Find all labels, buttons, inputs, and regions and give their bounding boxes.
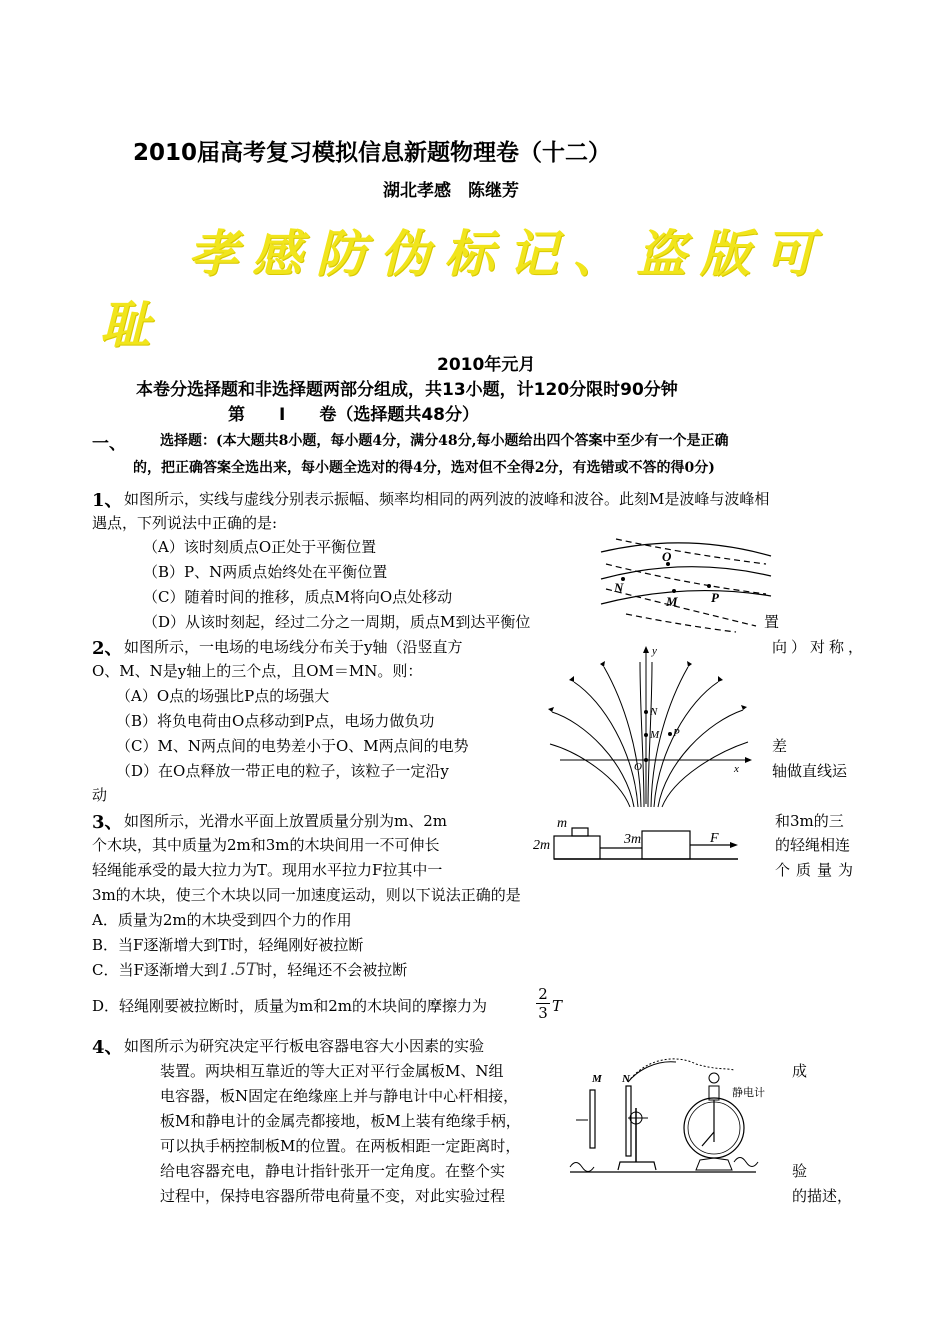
wave-label-m: M [666,594,678,609]
block-label-2m: 2m [533,838,551,853]
question-4-stem-6: 给电容器充电，静电计指针张开一定角度。在整个实 [160,1162,506,1180]
question-3-stem-2-end: 的轻绳相连 [775,836,851,854]
date-line: 2010年元月 [437,355,536,375]
question-2-option-d: （D）在O点释放一带正电的粒子，该粒子一定沿y [116,762,449,780]
question-3-stem-1-end: 和3m的三 [775,812,844,830]
question-3-option-c-value: 1.5T [218,960,258,980]
wave-label-p: P [711,590,719,605]
question-1-stem-1: 如图所示，实线与虚线分别表示振幅、频率均相同的两列波的波峰和波谷。此刻M是波峰与波峰相 [124,490,770,508]
electroscope-label: 静电计 [732,1087,765,1099]
question-4-stem-1: 如图所示为研究决定平行板电容器电容大小因素的实验 [124,1037,485,1055]
field-label-m: M [650,729,660,741]
question-3-stem-3: 轻绳能承受的最大拉力为T。现用水平拉力F拉其中一 [92,861,443,879]
author-line: 湖北孝感 陈继芳 [383,181,519,201]
wave-label-o: O [662,549,672,564]
question-2-stem-1: 如图所示，一电场的电场线分布关于y轴（沿竖直方 [124,638,463,656]
force-label-f: F [710,831,719,846]
question-1-option-a: （A）该时刻质点O正处于平衡位置 [143,538,377,556]
wave-interference-figure [596,534,776,634]
question-1-number: 1、 [92,490,123,511]
question-3-stem-4: 3m的木块，使三个木块以同一加速度运动，则以下说法正确的是 [92,886,521,904]
blocks-figure [530,812,745,867]
question-2-option-c: （C）M、N两点间的电势差小于O、M两点间的电势 [116,737,469,755]
electric-field-figure [548,642,758,810]
question-1-option-c: （C）随着时间的推移，质点M将向O点处移动 [143,588,453,606]
question-3-option-c-pre: C．当F逐渐增大到 [92,961,219,979]
watermark-line-2: 耻 [100,295,164,354]
section-instruction-2: 的，把正确答案全选出来，每小题全选对的得4分，选对但不全得2分，有选错或不答的得0分) [133,460,715,476]
section-instruction-1: 选择题：(本大题共8小题，每小题4分，满分48分,每小题给出四个答案中至少有一个是正确 [160,433,729,449]
page-title: 2010届高考复习模拟信息新题物理卷（十二） [133,140,612,166]
question-2-option-c-end: 差 [772,737,788,755]
question-4-stem-3: 电容器，板N固定在绝缘座上并与静电计中心杆相接， [160,1087,519,1105]
intro-line: 本卷分选择题和非选择题两部分组成，共13小题，计120分限时90分钟 [136,380,678,400]
question-2-option-a: （A）O点的场强比P点的场强大 [116,687,330,705]
question-1-option-d: （D）从该时刻起，经过二分之一周期，质点M到达平衡位 [143,613,531,631]
question-4-stem-2: 装置。两块相互靠近的等大正对平行金属板M、N组 [160,1062,504,1080]
question-2-option-b: （B）将负电荷由O点移动到P点，电场力做负功 [116,712,435,730]
question-1-stem-2: 遇点，下列说法中正确的是: [92,514,278,532]
question-3-option-b: B．当F逐渐增大到T时，轻绳刚好被拉断 [92,936,364,954]
question-3-stem-3-end: 个质量为 [775,861,860,879]
question-3-option-d [92,994,487,1018]
plate-label-n: N [622,1073,630,1085]
question-4-stem-6-end: 验 [792,1162,808,1180]
watermark-line-1: 孝感防伪标记、盗版可 [188,224,828,283]
plate-label-m: M [592,1073,602,1085]
question-4-stem-5: 可以执手柄控制板M的位置。在两板相距一定距离时， [160,1137,521,1155]
question-4-stem-2-end: 成 [792,1062,808,1080]
question-3-option-d-pre: D．轻绳刚要被拉断时，质量为m和2m的木块间的摩擦力为 [92,997,488,1015]
question-2-stem-2: O、M、N是y轴上的三个点，且OM＝MN。则： [92,662,423,680]
question-4-stem-7: 过程中，保持电容器所带电荷量不变，对此实验过程 [160,1187,506,1205]
part-heading: 第 I 卷（选择题共48分） [228,405,479,425]
fraction-numerator: 2 [536,985,550,1004]
question-4-number: 4、 [92,1037,123,1058]
question-1-option-b: （B）P、N两质点始终处在平衡位置 [143,563,388,581]
question-2-option-d-end: 轴做直线运 [772,762,848,780]
block-label-m: m [557,816,568,831]
fraction-two-thirds [536,985,550,1022]
question-2-option-d-wrap: 动 [92,786,108,804]
field-label-n: N [650,706,658,718]
field-label-y: y [652,645,657,657]
question-2-stem-1-end: 向）对称， [772,638,868,656]
question-3-option-a: A．质量为2m的木块受到四个力的作用 [92,911,352,929]
section-number: 一、 [92,434,126,454]
fraction-variable: T [552,997,563,1015]
electroscope-figure [566,1050,786,1180]
question-3-stem-1: 如图所示，光滑水平面上放置质量分别为m、2m [124,812,447,830]
field-label-o: O [634,761,642,773]
question-3-number: 3、 [92,812,123,833]
question-4-stem-4: 板M和静电计的金属壳都接地，板M上装有绝缘手柄， [160,1112,521,1130]
block-label-3m: 3m [624,832,642,847]
question-3-option-c [92,958,407,982]
field-label-p: P [673,727,680,739]
wave-label-n: N [614,580,624,595]
question-4-stem-7-end: 的描述， [792,1187,853,1205]
question-3-stem-2: 个木块，其中质量为2m和3m的木块间用一不可伸长 [92,836,440,854]
question-2-number: 2、 [92,638,123,659]
field-label-x: x [734,763,739,775]
fraction-denominator: 3 [538,1004,548,1022]
question-1-option-d-end: 置 [764,613,780,631]
question-3-option-c-post: 时，轻绳还不会被拉断 [257,961,408,979]
